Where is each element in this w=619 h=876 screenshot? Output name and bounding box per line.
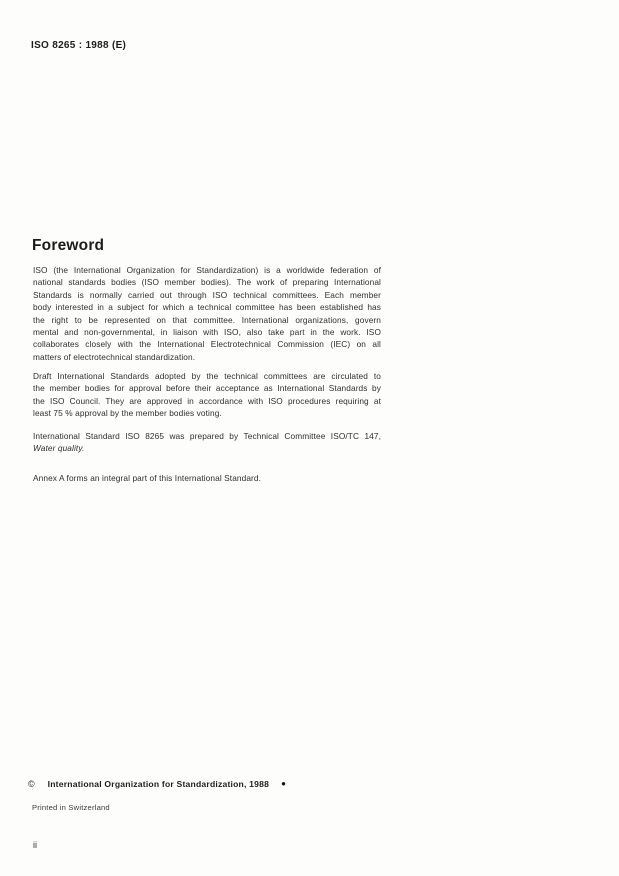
text-line: matters of electrotechnical standardization. — [33, 351, 196, 362]
text-line: least 75 % approval by the member bodies voting. — [33, 408, 222, 419]
paragraph-draft-standards — [33, 370, 381, 420]
text-line-water-quality: Water quality. — [33, 443, 85, 454]
text-line: ISO (the International Organization for Standardization) is a worldwide federation of — [33, 265, 381, 275]
paragraph-annex — [33, 472, 381, 484]
text-line: national standards bodies (ISO member bodies). The work of preparing International — [33, 277, 381, 288]
text-line: Annex A forms an integral part of this International Standard. — [33, 473, 262, 483]
paragraph-committee — [33, 430, 381, 455]
text-line: mental and non-governmental, in liaison with ISO, also take part in the work. ISO — [33, 326, 381, 337]
document-reference-header: ISO 8265 : 1988 (E) — [31, 40, 127, 51]
paragraph-iso-federation — [33, 264, 381, 363]
copyright-text: International Organization for Standardization, 1988 — [47, 779, 270, 789]
copyright-icon: © — [28, 779, 35, 789]
text-line: the member bodies for approval before their acceptance as International Standards by — [33, 383, 381, 394]
text-line: body interested in a subject for which a technical committee has been established has — [33, 302, 381, 313]
printed-in-line: Printed in Switzerland — [32, 803, 110, 812]
text-line: the right to be represented on that committee. International organizations, govern — [33, 314, 381, 325]
page-number: ii — [33, 840, 37, 850]
text-line: Draft International Standards adopted by the technical committees are circulated to — [33, 371, 381, 381]
foreword-heading: Foreword — [32, 237, 105, 254]
text-line: the ISO Council. They are approved in accordance with ISO procedures requiring at — [33, 395, 381, 406]
text-line: International Standard ISO 8265 was prepared by Technical Committee ISO/TC 147, — [33, 431, 381, 441]
text-line: collaborates closely with the International Electrotechnical Commission (IEC) on all — [33, 339, 381, 350]
bullet-dot-icon: ● — [281, 779, 286, 788]
text-line: Standards is normally carried out through ISO technical committees. Each member — [33, 289, 381, 300]
copyright-line — [28, 779, 368, 789]
